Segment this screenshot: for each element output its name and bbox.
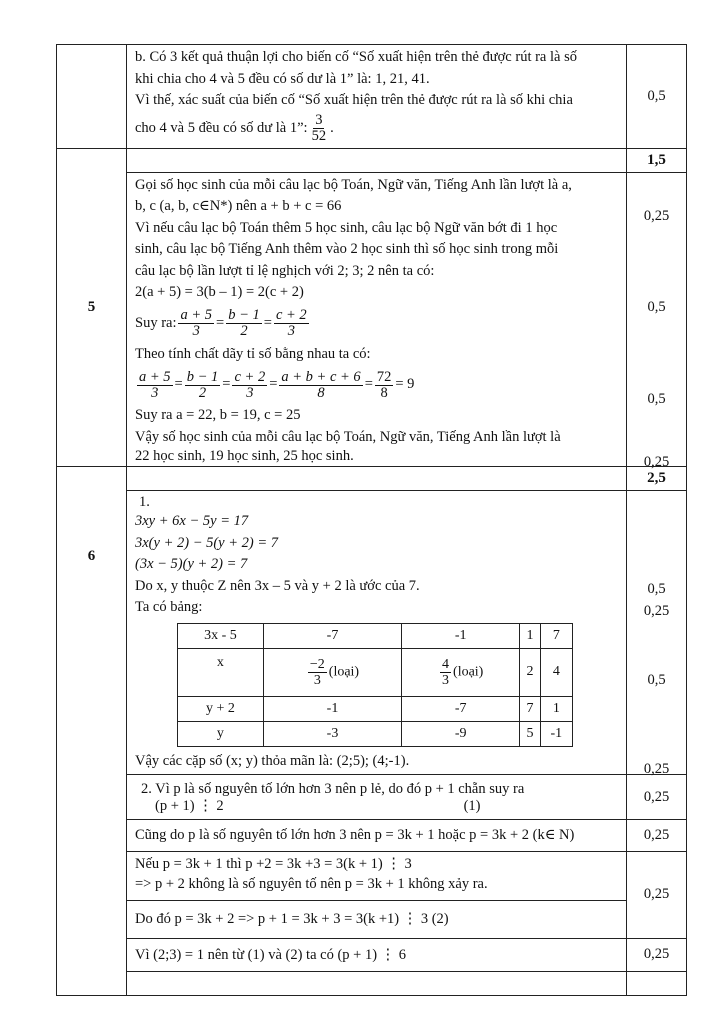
score: 0,25: [627, 775, 687, 820]
score: 0,25: [643, 603, 670, 619]
q6-part5-row: [57, 900, 687, 939]
text-line: Gọi số học sinh của mỗi câu lạc bộ Toán, Ngữ văn, Tiếng Anh lần lượt là a,: [135, 176, 572, 193]
text-line: Ta có bảng:: [135, 599, 203, 615]
q5-body-row: [57, 172, 687, 467]
text-line: sinh, câu lạc bộ Tiếng Anh thêm vào 2 học sinh thì số học sinh trong mỗi: [135, 241, 559, 257]
values-table: 3x - 5 -7 -1 1 7 x $\frac{-2}{3}$ (loại) $\frac{4}{3}$ (loại) 2 4 y + 2 -1 -7 7 1 y -3 -9 5 -1: [177, 623, 573, 747]
equation: 3xy + 6x − 5y = 17: [135, 513, 249, 529]
fraction: $\frac{b - 1}{2}$: [228, 307, 260, 339]
text-line: 2. Vì p là số nguyên tố lớn hơn 3 nên p lẻ, do đó p + 1 chẵn suy ra: [141, 781, 525, 797]
text-line: cho 4 và 5 đều có số dư là 1”: $\frac{3}{52}$ .: [135, 112, 334, 144]
q6-part1-row: [57, 491, 687, 775]
text-line: => p + 2 không là số nguyên tố nên p = 3k + 1 không xảy ra.: [135, 875, 488, 892]
score: 0,5: [647, 672, 666, 688]
text-line: (p + 1) ⋮ 2 (1): [155, 798, 481, 814]
fraction: $\frac{b - 1}{2}$: [186, 368, 219, 401]
fraction: $\frac{c + 2}{3}$: [234, 368, 266, 401]
suy-ra-line: Suy ra: $\frac{a + 5}{3}$ = $\frac{b - 1}{2}$ = $\frac{c + 2}{3}$: [135, 307, 307, 339]
q6-total-score: 2,5: [627, 467, 687, 491]
fraction: $\frac{3}{52}$: [311, 112, 327, 144]
fraction: $\frac{-2}{3}$: [309, 656, 325, 688]
q4b-row: [57, 45, 687, 149]
fraction: $\frac{a + 5}{3}$: [180, 307, 213, 339]
q4b-number-cell: [57, 45, 127, 149]
q6-part3-row: [57, 820, 687, 852]
score: 0,25: [627, 851, 687, 939]
fraction: $\frac{72}{8}$: [376, 368, 392, 401]
text-line: Suy ra a = 22, b = 19, c = 25: [135, 407, 301, 423]
score: 0,25: [643, 207, 670, 224]
score: 0,25: [643, 761, 670, 777]
equation: 3x(y + 2) − 5(y + 2) = 7: [135, 534, 279, 551]
q5-total-score: 1,5: [627, 148, 687, 172]
text-line: Vì nếu câu lạc bộ Toán thêm 5 học sinh, câu lạc bộ Ngữ văn bớt đi 1 học: [135, 219, 558, 236]
text-line: Theo tính chất dãy tỉ số bằng nhau ta có:: [135, 345, 371, 362]
q6-header-row: [57, 467, 687, 491]
q6-number: 6: [57, 467, 127, 996]
q6-part2-row: [57, 775, 687, 820]
text-line: khi chia cho 4 và 5 đều có số dư là 1” là: 1, 21, 41.: [135, 70, 430, 87]
score: 0,25: [643, 453, 670, 470]
q6-part4-row: [57, 851, 687, 900]
q6-part1-content: 1. 3xy + 6x − 5y = 17 3x(y + 2) − 5(y + 2) = 7 (3x − 5)(y + 2) = 7 Do x, y thuộc Z nên 3x – 5 và y + 2 là ước của 7. Ta có bảng: 3x - 5 -7 -1 1 7 x $\frac{-2}{3}$ (loại) $\frac{4}{3}$ (loại) 2 4 y + 2 -1 -7 7 1 y -3 -9 5 -1 Vậy các cặp số (x; y) thỏa mãn là: (2;5); (4;-1).: [127, 491, 626, 774]
q4b-content: [127, 45, 626, 148]
q5-scores: [627, 172, 687, 470]
score: 0,25: [627, 939, 687, 972]
equation: (3x − 5)(y + 2) = 7: [135, 556, 248, 572]
score: 0,5: [647, 581, 666, 597]
text-line: Nếu p = 3k + 1 thì p +2 = 3k +3 = 3(k + 1) ⋮ 3: [135, 855, 412, 872]
score: 0,5: [647, 390, 666, 407]
text-line: b, c (a, b, c∈N*) nên a + b + c = 66: [135, 198, 342, 214]
text-line: 2(a + 5) = 3(b – 1) = 2(c + 2): [135, 284, 304, 300]
fraction: $\frac{a + 5}{3}$: [139, 368, 171, 401]
score: 0,25: [627, 820, 687, 852]
text-line: Vì thế, xác suất của biến cố “Số xuất hiện trên thẻ được rút ra là số khi chia: [135, 92, 573, 108]
q4b-score: 0,5: [627, 45, 687, 149]
q6-bottom-row: [57, 971, 687, 995]
q6-part6-row: [57, 939, 687, 972]
text-line: Vậy các cặp số (x; y) thỏa mãn là: (2;5); (4;-1).: [135, 752, 410, 769]
q5-content: [127, 173, 626, 467]
answer-table: [56, 44, 687, 996]
text-line: 22 học sinh, 19 học sinh, 25 học sinh.: [135, 448, 354, 464]
text-line: b. Có 3 kết quả thuận lợi cho biến cố “Số xuất hiện trên thẻ được rút ra là số: [135, 49, 577, 65]
fraction: $\frac{a + b + c + 6}{8}$: [281, 368, 361, 401]
fraction: $\frac{c + 2}{3}$: [275, 307, 307, 339]
fraction: $\frac{4}{3}$: [442, 656, 450, 688]
text-line: Vậy số học sinh của mỗi câu lạc bộ Toán, Ngữ văn, Tiếng Anh lần lượt là: [135, 428, 561, 445]
q6-part1-scores: [627, 491, 687, 775]
text-line: Do x, y thuộc Z nên 3x – 5 và y + 2 là ước của 7.: [135, 577, 420, 594]
score: 0,5: [647, 298, 666, 315]
ratio-chain-line: $\frac{a + 5}{3}$ = $\frac{b - 1}{2}$ = $\frac{c + 2}{3}$ = $\frac{a + b + c + 6}{8}$ = $\frac{72}{8}$ = 9: [139, 368, 415, 401]
text-line: Do đó p = 3k + 2 => p + 1 = 3k + 3 = 3(k +1) ⋮ 3 (2): [135, 910, 449, 927]
text-line: câu lạc bộ lần lượt tỉ lệ nghịch với 2; 3; 2 nên ta có:: [135, 262, 435, 279]
text-line: Cũng do p là số nguyên tố lớn hơn 3 nên p = 3k + 1 hoặc p = 3k + 2 (k∈ N): [135, 827, 575, 843]
q5-header-row: [57, 148, 687, 172]
text-line: Vì (2;3) = 1 nên từ (1) và (2) ta có (p + 1) ⋮ 6: [135, 947, 407, 963]
q5-number: 5: [57, 148, 127, 467]
